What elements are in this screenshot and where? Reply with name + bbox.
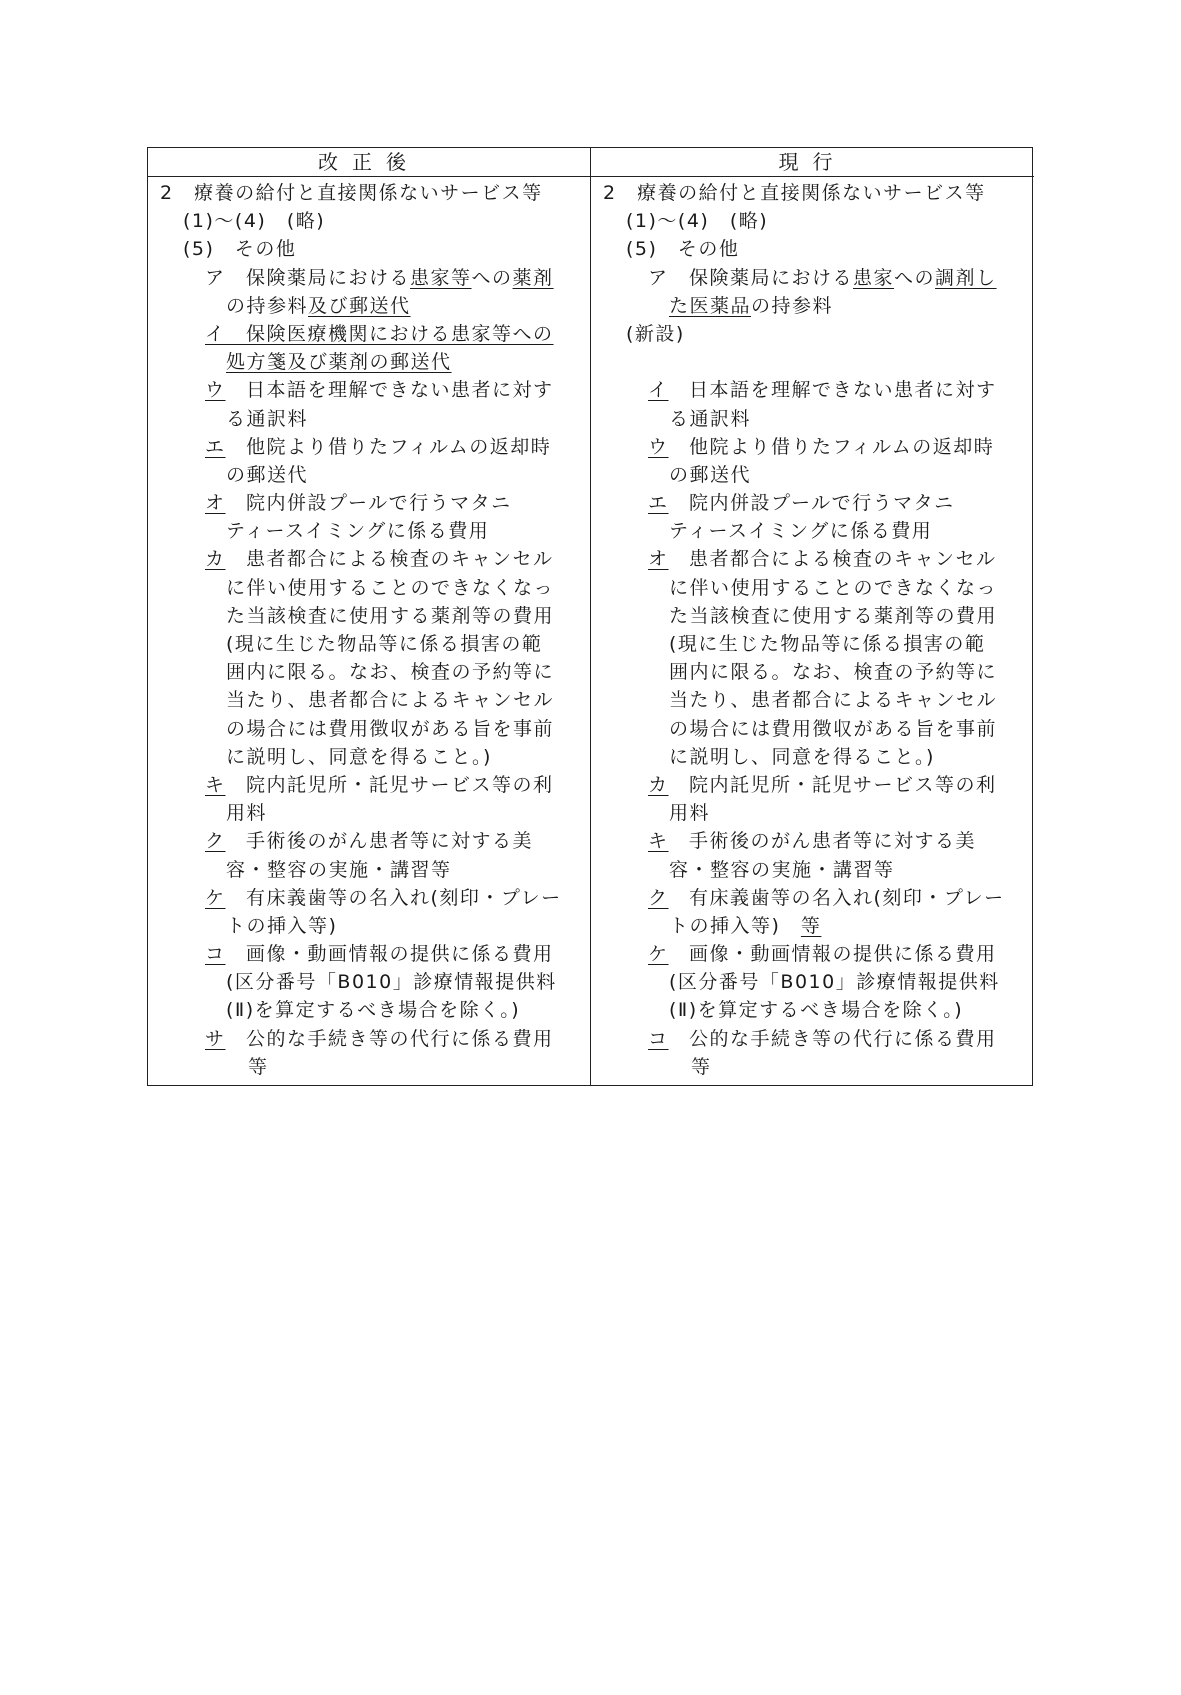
underlined-text: ケ	[205, 886, 226, 909]
text-line	[148, 489, 590, 517]
text-segment: た当該検査に使用する薬剤等の費用	[669, 604, 998, 627]
text-line	[591, 574, 1034, 602]
text-line	[591, 602, 1034, 630]
underlined-text: ウ	[205, 379, 226, 402]
text-line	[148, 207, 590, 235]
text-line	[591, 968, 1034, 996]
text-segment: 等	[248, 1055, 269, 1078]
text-line	[591, 348, 1034, 376]
text-segment: 囲内に限る。なお、検査の予約等に	[669, 661, 998, 684]
text-segment: 公的な手続き等の代行に係る費用	[668, 1027, 997, 1050]
text-segment: 公的な手続き等の代行に係る費用	[225, 1027, 554, 1050]
underlined-text: イ 保険医療機関における患家等への	[205, 322, 554, 345]
text-line	[591, 235, 1034, 263]
text-line	[591, 179, 1034, 207]
text-segment: (区分番号「B010」診療情報提供料	[226, 971, 557, 994]
text-line	[591, 376, 1034, 404]
text-segment: 院内託児所・託児サービス等の利	[668, 773, 997, 796]
text-segment: 有床義歯等の名入れ(刻印・プレー	[225, 886, 562, 909]
text-segment: た当該検査に使用する薬剤等の費用	[226, 604, 555, 627]
text-line	[148, 405, 590, 433]
text-line	[148, 264, 590, 292]
underlined-text: カ	[205, 548, 226, 571]
text-segment: (Ⅱ)を算定するべき場合を除く。)	[669, 999, 964, 1022]
text-segment: (5) その他	[183, 238, 297, 261]
text-segment: 院内併設プールで行うマタニ	[225, 492, 512, 515]
text-segment: (現に生じた物品等に係る損害の範	[226, 633, 543, 655]
text-segment: (5) その他	[626, 238, 740, 261]
text-segment: (区分番号「B010」診療情報提供料	[669, 971, 1000, 994]
text-segment: の場合には費用徴収がある旨を事前	[226, 717, 555, 740]
underlined-text: オ	[648, 548, 669, 571]
text-line	[591, 292, 1034, 320]
underlined-text: サ	[205, 1027, 226, 1050]
text-segment: (現に生じた物品等に係る損害の範	[669, 633, 986, 655]
text-segment: 手術後のがん患者等に対する美	[225, 830, 534, 853]
text-line	[591, 856, 1034, 884]
text-line	[591, 433, 1034, 461]
underlined-text: 及び郵送代	[308, 294, 411, 317]
underlined-text: 処方箋及び薬剤の郵送代	[226, 351, 452, 374]
text-segment: の持参料	[226, 294, 309, 317]
text-segment: に伴い使用することのできなくなっ	[669, 576, 998, 599]
text-segment: 患者都合による検査のキャンセル	[668, 548, 997, 571]
text-segment: トの挿入等)	[669, 914, 801, 937]
text-line	[148, 658, 590, 686]
text-segment: 2 療養の給付と直接関係ないサービス等	[603, 182, 986, 204]
text-line	[148, 771, 590, 799]
text-segment: 手術後のがん患者等に対する美	[668, 830, 977, 853]
text-line	[591, 827, 1034, 855]
text-line	[591, 630, 1034, 658]
text-line	[591, 207, 1034, 235]
text-line	[591, 715, 1034, 743]
text-segment: トの挿入等)	[226, 914, 338, 937]
text-line	[148, 517, 590, 545]
text-segment: (新設)	[626, 322, 685, 345]
text-line	[148, 940, 590, 968]
text-segment: ア 保険薬局における	[205, 266, 411, 289]
text-line	[148, 686, 590, 714]
comparison-table	[147, 147, 1033, 1086]
text-segment: 容・整容の実施・講習等	[226, 858, 452, 881]
text-line	[591, 1053, 1034, 1081]
text-segment: 当たり、患者都合によるキャンセル	[226, 689, 555, 712]
text-line	[591, 545, 1034, 573]
underlined-text: 薬剤	[512, 266, 554, 289]
text-segment: る通訳料	[226, 407, 309, 430]
text-line	[148, 320, 590, 348]
underlined-text: 調剤し	[935, 266, 997, 289]
text-line	[148, 545, 590, 573]
text-segment: ア 保険薬局における	[648, 266, 854, 289]
underlined-text: イ	[648, 379, 669, 402]
text-segment: 画像・動画情報の提供に係る費用	[668, 943, 997, 966]
underlined-text: ケ	[648, 943, 669, 966]
text-line	[591, 912, 1034, 940]
text-segment: る通訳料	[669, 407, 752, 430]
underlined-text: 患家	[853, 266, 895, 289]
underlined-text: コ	[648, 1027, 669, 1050]
text-line	[148, 630, 590, 658]
text-segment: の郵送代	[669, 463, 752, 486]
text-line	[148, 715, 590, 743]
text-line	[148, 1053, 590, 1081]
text-segment: 画像・動画情報の提供に係る費用	[225, 943, 554, 966]
text-segment: の場合には費用徴収がある旨を事前	[669, 717, 998, 740]
text-line	[591, 658, 1034, 686]
underlined-text: コ	[205, 943, 226, 966]
text-segment: への	[471, 266, 513, 289]
text-line	[148, 574, 590, 602]
text-line	[591, 686, 1034, 714]
header-revised: 改正後	[148, 148, 591, 177]
text-segment: ティースイミングに係る費用	[226, 520, 490, 543]
text-line	[591, 884, 1034, 912]
text-line	[148, 348, 590, 376]
text-line	[148, 856, 590, 884]
text-line	[591, 517, 1034, 545]
text-segment: (Ⅱ)を算定するべき場合を除く。)	[226, 999, 521, 1022]
underlined-text: ウ	[648, 435, 669, 458]
text-line	[591, 320, 1034, 348]
text-segment: 当たり、患者都合によるキャンセル	[669, 689, 998, 712]
text-segment: 院内託児所・託児サービス等の利	[225, 773, 554, 796]
text-segment: に伴い使用することのできなくなっ	[226, 576, 555, 599]
text-line	[148, 235, 590, 263]
text-line	[591, 743, 1034, 771]
text-segment: への	[894, 266, 936, 289]
text-line	[148, 799, 590, 827]
text-segment: 容・整容の実施・講習等	[669, 858, 895, 881]
text-segment: 用料	[226, 802, 268, 825]
text-segment: の持参料	[751, 294, 834, 317]
text-line	[591, 771, 1034, 799]
text-segment: 日本語を理解できない患者に対す	[668, 379, 997, 402]
underlined-text: エ	[205, 435, 226, 458]
text-line	[148, 433, 590, 461]
text-line	[591, 405, 1034, 433]
underlined-text: カ	[648, 773, 669, 796]
text-line	[148, 996, 590, 1024]
text-line	[591, 799, 1034, 827]
text-line	[591, 1025, 1034, 1053]
text-segment: ティースイミングに係る費用	[669, 520, 933, 543]
text-segment: (1)〜(4) (略)	[626, 210, 769, 233]
text-line	[148, 376, 590, 404]
underlined-text: 等	[800, 914, 822, 937]
text-segment: 2 療養の給付と直接関係ないサービス等	[160, 182, 543, 204]
underlined-text: ク	[205, 830, 226, 853]
text-line	[148, 292, 590, 320]
text-segment: 他院より借りたフィルムの返却時	[225, 435, 552, 458]
underlined-text: た医薬品	[669, 294, 752, 317]
underlined-text: 患家等	[410, 266, 472, 289]
text-line	[591, 489, 1034, 517]
text-line	[148, 179, 590, 207]
text-line	[148, 968, 590, 996]
text-segment: 有床義歯等の名入れ(刻印・プレー	[668, 886, 1005, 909]
text-line	[591, 940, 1034, 968]
header-current: 現行	[591, 148, 1034, 177]
text-segment: 等	[691, 1055, 712, 1078]
text-segment: 用料	[669, 802, 711, 825]
current-column	[591, 177, 1034, 1085]
underlined-text: ク	[648, 886, 669, 909]
text-segment: の郵送代	[226, 463, 309, 486]
text-segment: 患者都合による検査のキャンセル	[225, 548, 554, 571]
underlined-text: キ	[648, 830, 669, 853]
revised-column	[148, 177, 591, 1085]
text-segment: 囲内に限る。なお、検査の予約等に	[226, 661, 555, 684]
underlined-text: エ	[648, 492, 669, 515]
text-line	[148, 1025, 590, 1053]
text-segment: (1)〜(4) (略)	[183, 210, 326, 233]
text-segment: に説明し、同意を得ること。)	[226, 745, 492, 768]
text-line	[148, 884, 590, 912]
text-line	[591, 996, 1034, 1024]
text-line	[148, 912, 590, 940]
text-line	[591, 264, 1034, 292]
text-segment: 院内併設プールで行うマタニ	[668, 492, 955, 515]
text-segment: 日本語を理解できない患者に対す	[225, 379, 554, 402]
text-line	[148, 602, 590, 630]
text-line	[148, 743, 590, 771]
text-line	[148, 461, 590, 489]
underlined-text: オ	[205, 492, 226, 515]
text-line	[591, 461, 1034, 489]
text-line	[148, 827, 590, 855]
text-segment: に説明し、同意を得ること。)	[669, 745, 935, 768]
text-segment: 他院より借りたフィルムの返却時	[668, 435, 995, 458]
underlined-text: キ	[205, 773, 226, 796]
